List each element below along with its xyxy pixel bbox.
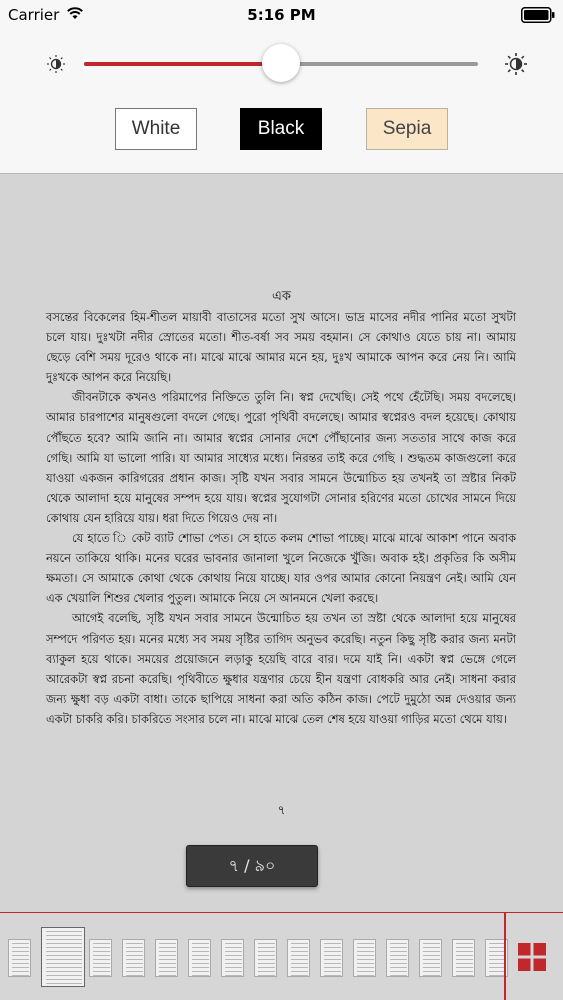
theme-white-button[interactable]: White	[115, 108, 197, 150]
page-thumbnail-current[interactable]	[41, 927, 85, 987]
page-thumbnail[interactable]	[287, 939, 310, 977]
page-thumbnail[interactable]	[122, 939, 145, 977]
thumbnail-list[interactable]	[8, 927, 498, 989]
book-page[interactable]	[0, 175, 563, 912]
battery-icon	[521, 7, 555, 23]
page-thumbnail[interactable]	[254, 939, 277, 977]
grid-icon[interactable]	[518, 943, 546, 971]
page-thumbnail[interactable]	[89, 939, 112, 977]
status-bar	[0, 0, 563, 30]
paragraph: যে হাতে ি কেট ব্যাট শোভা পেত। সে হাতে কলম শোভা পাচ্ছে। মাঝে মাঝে আকাশ পানে অবাক নয়নে তাকিয়ে থাকি। মনের ঘরের ভাবনার জানালা খুলে নিজেকে খুঁজি। অবাক হই। প্রকৃতির কি অসীম ক্ষমতা। সে আমাকে কোথা থেকে কোথায় নিয়ে যাচ্ছে। যার ওপর আমার কোনো নিয়ন্ত্রণ নেই। আমি যেন এক খেয়ালি শিশুর খেলার পুতুল। আমাকে নিয়ে সে আনমনে খেলা করছে।	[46, 531, 516, 606]
page-number: ৭	[277, 803, 286, 817]
settings-panel	[0, 0, 563, 174]
grid-divider	[504, 913, 506, 1000]
paragraph: বসন্তের বিকেলের হিম-শীতল মায়াবী বাতাসের মতো সুখ আসে। ভাদ্র মাসের নদীর পানির মতো সুখটা চলে যায়। দুঃখটা নদীর স্রোতের মতো। শীত-বর্ষা সব সময় বহমান। সে কোথাও যেতে চায় না। আমায় ছেড়ে বেশি সময় দূরেও থাকে না। মাঝে মাঝে আমার মনে হয়, দুঃখ আমাকে আপন করে নেয় নি। আমি দুঃখকে আপন করে নিয়েছি।	[46, 310, 516, 385]
brightness-control	[0, 40, 563, 88]
sun-high-icon	[504, 52, 528, 76]
theme-sepia-button[interactable]: Sepia	[366, 108, 448, 150]
sun-low-icon	[44, 52, 68, 76]
page-thumbnail[interactable]	[452, 939, 475, 977]
page-thumbnail[interactable]	[320, 939, 343, 977]
page-thumbnail[interactable]	[155, 939, 178, 977]
page-thumbnail[interactable]	[386, 939, 409, 977]
thumbnail-strip	[0, 912, 563, 1000]
brightness-slider-thumb[interactable]	[262, 44, 300, 82]
brightness-slider-fill	[84, 62, 281, 66]
theme-black-button[interactable]: Black	[240, 108, 322, 150]
carrier-label: Carrier	[8, 6, 60, 24]
status-time: 5:16 PM	[247, 6, 316, 24]
page-thumbnail[interactable]	[353, 939, 376, 977]
page-body-text	[46, 307, 516, 729]
paragraph: জীবনটাকে কখনও পরিমাপের নিক্তিতে তুলি নি। স্বপ্ন দেখেছি। সেই পথে হেঁটেছি। সময় বদলেছে। আমার চারপাশের মানুষগুলো বদলে গেছে। পুরো পৃথিবী বদলেছে। আমার স্বপ্নেরও বদল হয়েছে। কোথায় পৌঁছতে হবে? আমি জানি না। আমার স্বপ্নের সোনার দেশে পৌঁছানোর জন্য সততার সাথে কাজ করে গেছি। আমি যা ভালো পারি। যা আমার সাধ্যের মধ্যে। নিরন্তর তাই করে গেছি । শুদ্ধতম কাজগুলো করে যাওয়া একজন কারিগরের প্রধান কাজ। সৃষ্টি যখন সবার সামনে উন্মোচিত হয় তখনই তা স্রষ্টার নিকট থেকে আলাদা হয়ে মানুষের সম্পদ হয়ে যায়। স্বপ্নের সুযোগটা সোনার হরিণের মতো চোখের সামনে দিয়ে কোথায় যেন হারিয়ে যায়। ধরা দিতে গিয়েও দেয় না।	[46, 390, 516, 525]
page-thumbnail[interactable]	[188, 939, 211, 977]
paragraph: আগেই বলেছি, সৃষ্টি যখন সবার সামনে উন্মোচিত হয় তখন তা স্রষ্টা থেকে আলাদা হয়ে মানুষের সম্পদে পরিণত হয়। মনের মধ্যে সব সময় সৃষ্টির তাগিদ অনুভব করেছি। নতুন কিছু সৃষ্টি করার জন্য মনটা ব্যাকুল হয়ে থাকে। সময়ের প্রয়োজনে লড়াকু হয়েছি বারে বার। দমে যাই নি। একটা স্বপ্ন ভেঙ্গে গেলে আরেকটা স্বপ্ন রচনা করেছি। পৃথিবীতে ক্ষুধার যন্ত্রণার চেয়ে হীন যন্ত্রণা বোধকরি আর নেই। সাধনা করার জন্য ক্ষুধা বড় একটা বাধা। তাকে ছাপিয়ে সাধনা করা অতি কঠিন কাজ। পেটে দুমুঠো অন্ন দেওয়ার জন্য একটা চাকরি করি। চাকরিতে সংসার চলে না। মাঝে মাঝে তেল শেষ হয়ে যাওয়া গাড়ির মতো থেমে যায়।	[46, 611, 516, 726]
theme-selector	[0, 108, 563, 150]
page-thumbnail[interactable]	[221, 939, 244, 977]
page-thumbnail[interactable]	[419, 939, 442, 977]
page-indicator: ৭ / ৯০	[186, 845, 318, 887]
page-thumbnail[interactable]	[8, 939, 31, 977]
chapter-title: এক	[272, 289, 291, 304]
